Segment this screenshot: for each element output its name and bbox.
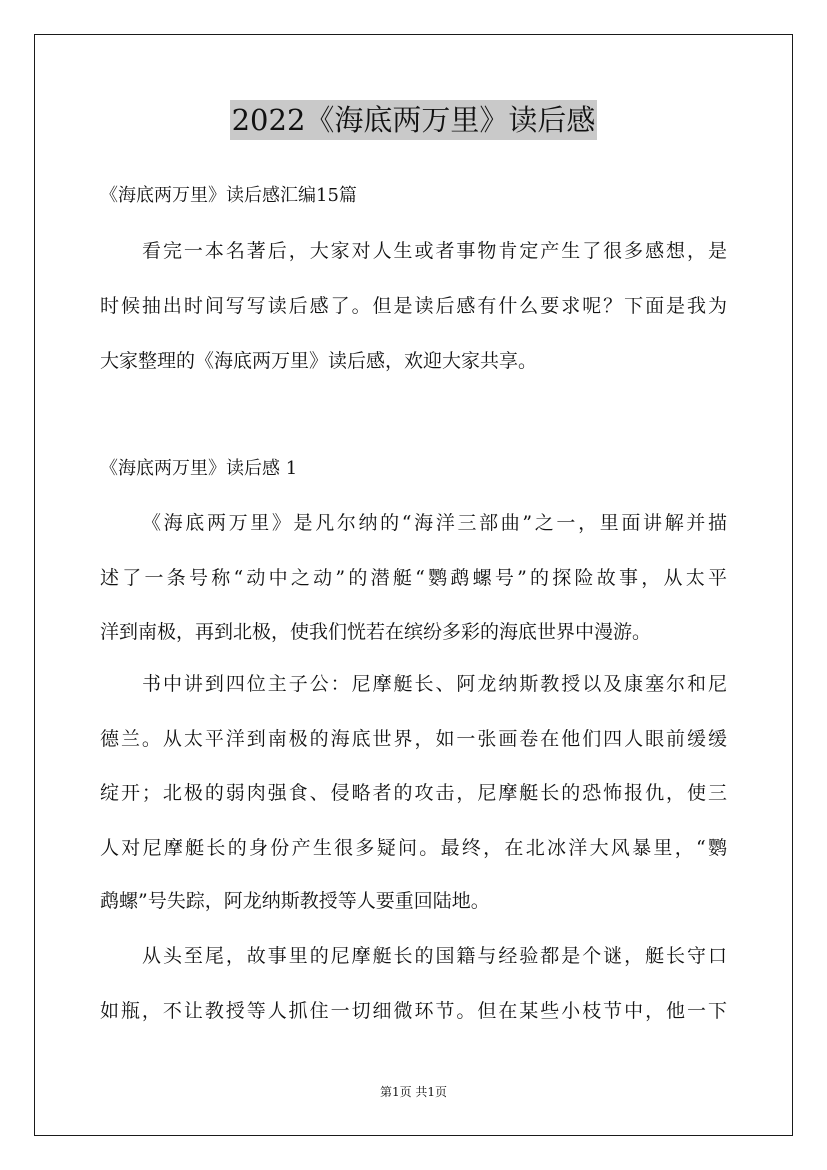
para2-line-3: 绽开；北极的弱肉强食、侵略者的攻击，尼摩艇长的恐怖报仇，使三 xyxy=(100,782,727,804)
para3-line-2: 如瓶，不让教授等人抓住一切细微环节。但在某些小枝节中，他一下 xyxy=(100,1000,727,1022)
intro-line-2: 时候抽出时间写写读后感了。但是读后感有什么要求呢？下面是我为 xyxy=(100,295,727,317)
para1-line-2: 述了一条号称“动中之动”的潜艇“鹦鹉螺号”的探险故事，从太平 xyxy=(100,567,727,589)
para2-line-2: 德兰。从太平洋到南极的海底世界，如一张画卷在他们四人眼前缓缓 xyxy=(100,728,727,750)
intro-line-3: 大家整理的《海底两万里》读后感，欢迎大家共享。 xyxy=(100,350,538,372)
para2-line-4: 人对尼摩艇长的身份产生很多疑问。最终，在北冰洋大风暴里，“鹦 xyxy=(100,837,727,859)
document-subtitle: 《海底两万里》读后感汇编15篇 xyxy=(100,185,357,206)
para1-line-1: 《海底两万里》是凡尔纳的“海洋三部曲”之一，里面讲解并描 xyxy=(142,512,727,534)
intro-line-1: 看完一本名著后，大家对人生或者事物肯定产生了很多感想，是 xyxy=(142,240,727,262)
para2-line-5: 鹉螺”号失踪，阿龙纳斯教授等人要重回陆地。 xyxy=(100,890,490,912)
page-footer: 第1页 共1页 xyxy=(379,1085,448,1099)
para1-line-3: 洋到南极，再到北极，使我们恍若在缤纷多彩的海底世界中漫游。 xyxy=(100,621,652,643)
document-title xyxy=(0,100,827,140)
document-title-text: 2022《海底两万里》读后感 xyxy=(230,100,598,140)
para3-line-1: 从头至尾，故事里的尼摩艇长的国籍与经验都是个谜，艇长守口 xyxy=(142,945,727,967)
section-heading: 《海底两万里》读后感 1 xyxy=(100,458,298,479)
para2-line-1: 书中讲到四位主子公：尼摩艇长、阿龙纳斯教授以及康塞尔和尼 xyxy=(142,673,727,695)
